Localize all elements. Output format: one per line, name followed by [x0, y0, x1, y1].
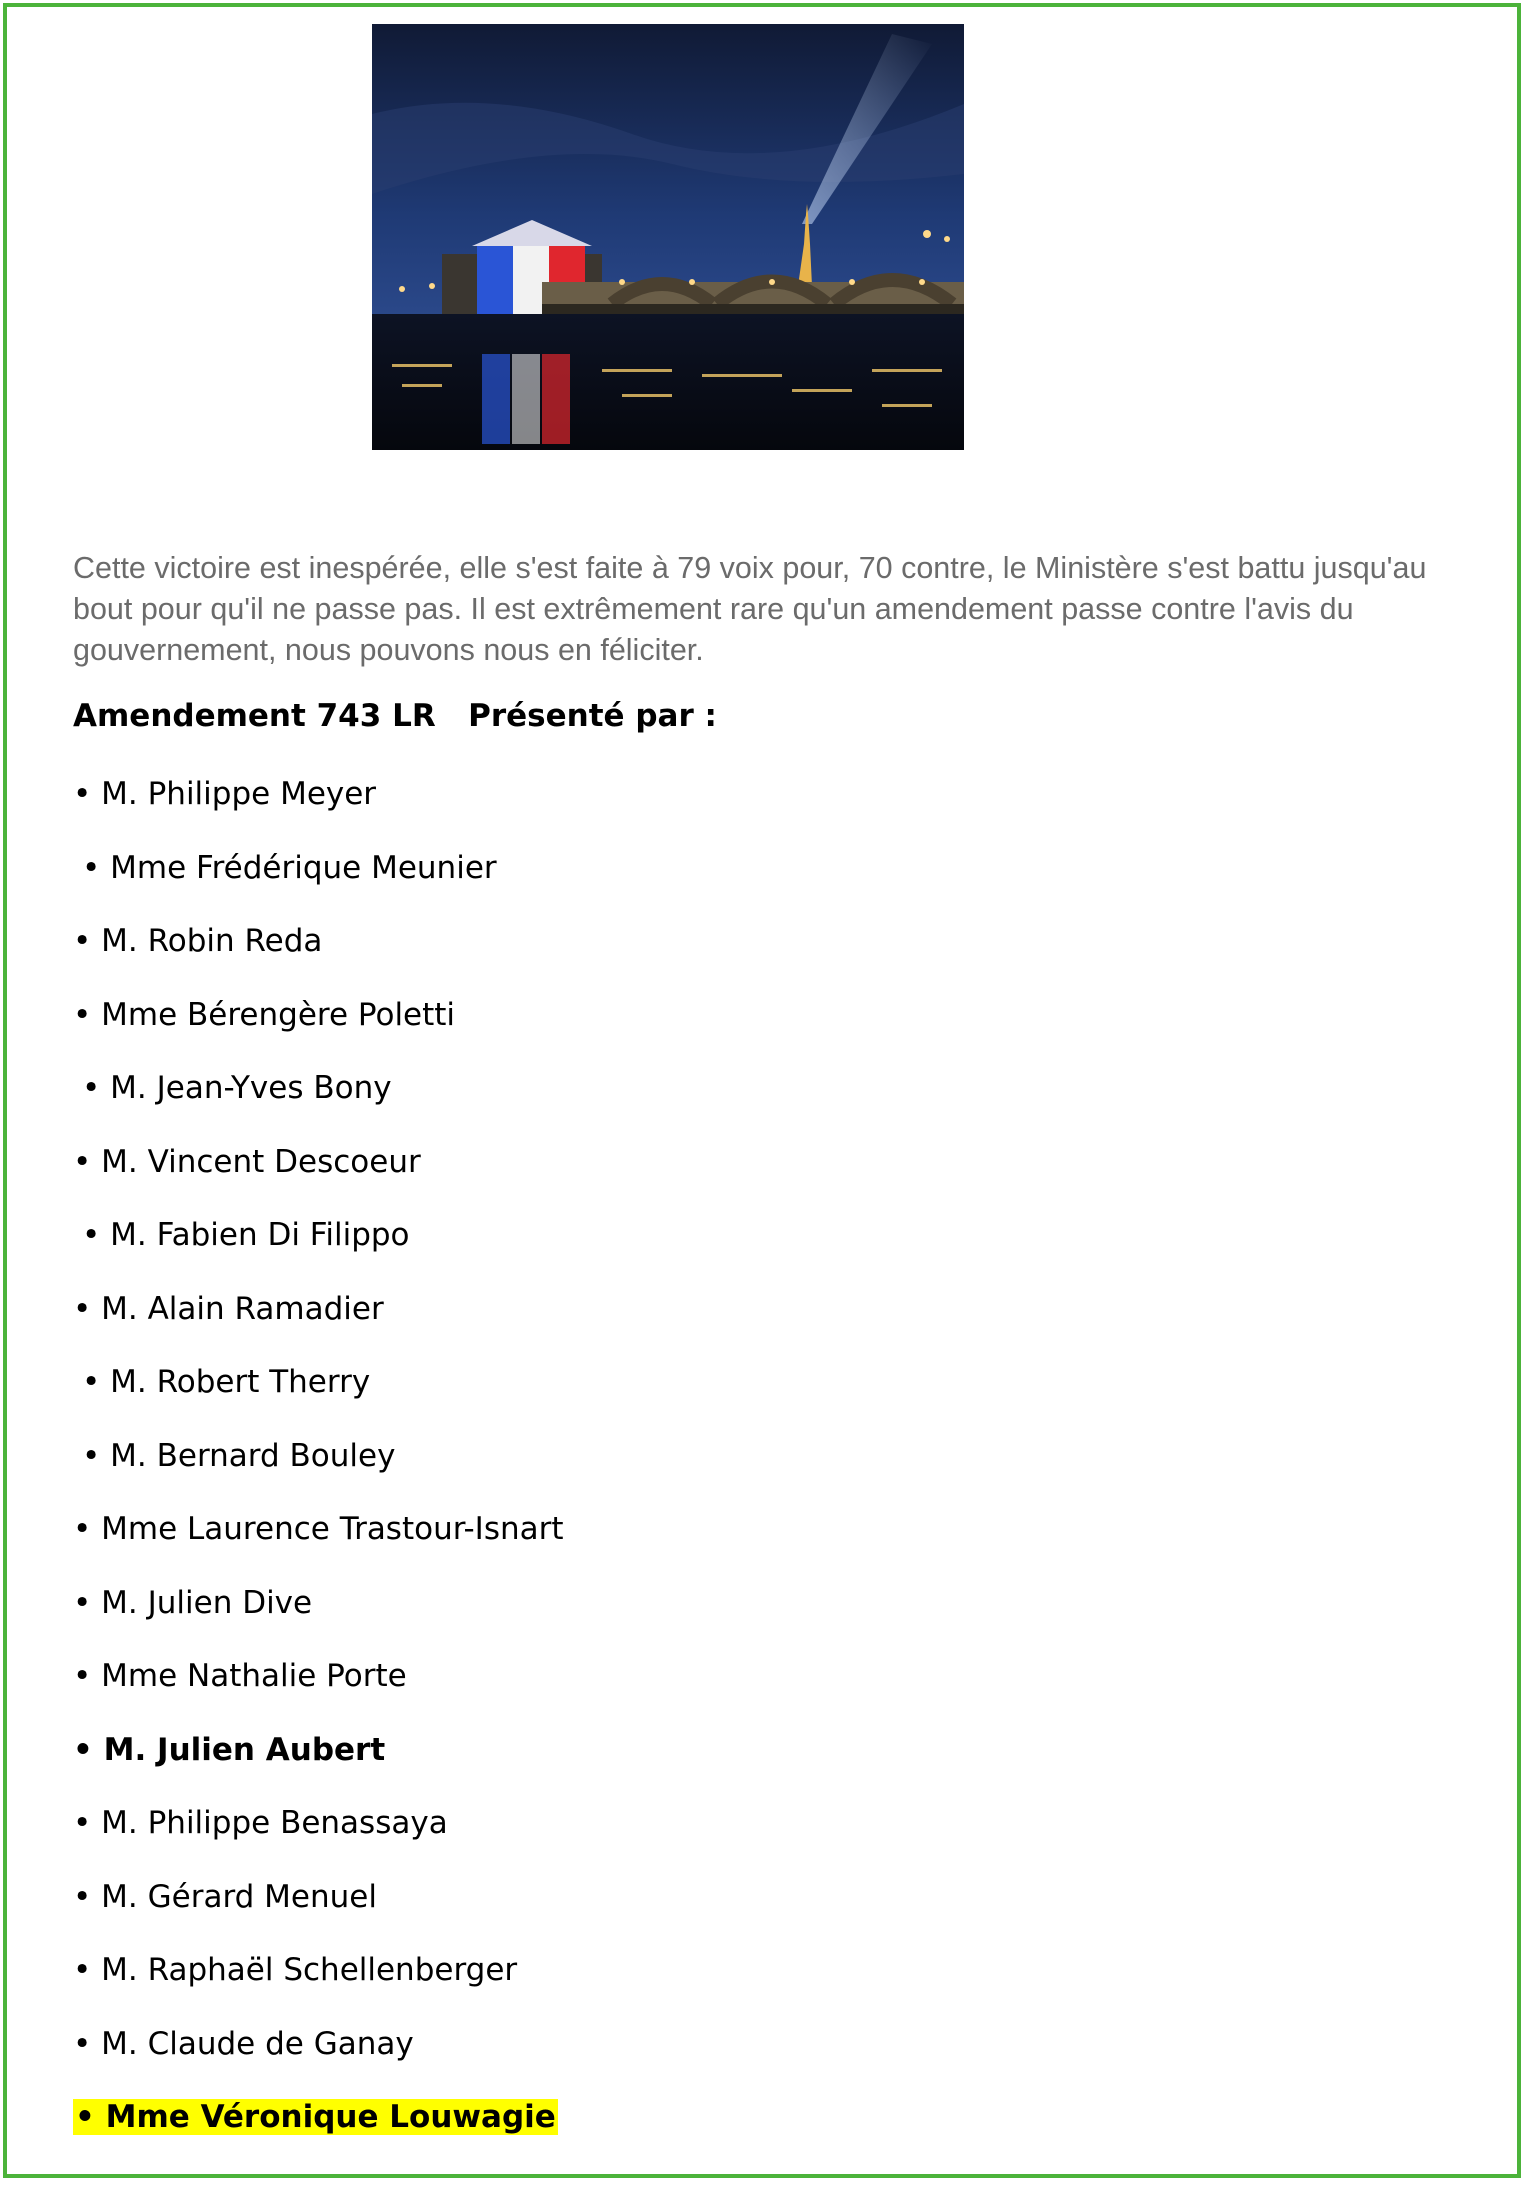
signatory-name: M. Jean-Yves Bony: [100, 1070, 392, 1106]
bullet-icon: •: [82, 1437, 101, 1474]
signatory-item: [73, 1944, 564, 2018]
bullet-icon: •: [73, 1731, 93, 1768]
signatory-item: [73, 842, 564, 916]
bullet-icon: •: [73, 1511, 92, 1547]
signatory-name: Mme Laurence Trastour-Isnart: [91, 1511, 564, 1547]
bullet-icon: •: [73, 1658, 92, 1694]
signatory-name: M. Vincent Descoeur: [91, 1143, 421, 1180]
signatory-item: [73, 1577, 564, 1651]
signatory-item: [73, 1724, 564, 1798]
signatory-item: [73, 768, 564, 842]
signatory-item: [73, 1871, 564, 1945]
signatory-item: [73, 1650, 564, 1724]
bullet-icon: •: [73, 2025, 92, 2062]
amendment-heading: Amendement 743 LR Présenté par :: [73, 698, 717, 734]
signatory-name: M. Julien Aubert: [92, 1731, 386, 1768]
signatory-item: [73, 1062, 564, 1136]
bullet-icon: •: [73, 923, 92, 959]
bullet-icon: •: [73, 1805, 92, 1841]
signatory-name: Mme Nathalie Porte: [91, 1658, 407, 1694]
signatory-name: M. Raphaël Schellenberger: [91, 1952, 518, 1988]
intro-paragraph: Cette victoire est inespérée, elle s'est faite à 79 voix pour, 70 contre, le Ministère s'est battu jusqu'au bout pour qu'il ne passe pas. Il est extrêmement rare qu'un amendement passe contre l'avis du gouvernement, nous pouvons nous en féliciter.: [73, 551, 1427, 667]
bullet-icon: •: [73, 996, 92, 1033]
signatory-item: [73, 1209, 564, 1283]
bullet-icon: •: [75, 2099, 95, 2135]
bullet-icon: •: [73, 1584, 92, 1621]
bullet-icon: •: [73, 1952, 92, 1988]
signatory-name: M. Bernard Bouley: [100, 1437, 396, 1474]
signatory-item: [73, 1356, 564, 1430]
bullet-icon: •: [73, 1878, 92, 1915]
signatory-name: M. Fabien Di Filippo: [100, 1217, 410, 1253]
bullet-icon: •: [82, 849, 101, 886]
bullet-icon: •: [73, 776, 92, 812]
signatory-name: M. Gérard Menuel: [91, 1878, 377, 1915]
signatory-name: M. Robert Therry: [100, 1364, 371, 1400]
signatory-item: [73, 2018, 564, 2092]
signatory-name: Mme Frédérique Meunier: [100, 849, 497, 886]
signatory-item: [73, 1797, 564, 1871]
bullet-icon: •: [82, 1364, 101, 1400]
assemblee-nationale-night-photo: [372, 24, 964, 450]
signatory-name: Mme Bérengère Poletti: [91, 996, 456, 1033]
signatory-item: [73, 2091, 564, 2165]
signatory-item: [73, 915, 564, 989]
bullet-icon: •: [73, 1143, 92, 1180]
signatory-name: M. Julien Dive: [91, 1584, 313, 1621]
signatory-name: M. Claude de Ganay: [91, 2025, 414, 2062]
signatory-name: M. Alain Ramadier: [91, 1290, 384, 1327]
signatory-item: [73, 1503, 564, 1577]
signatory-name: M. Robin Reda: [91, 923, 323, 959]
signatory-name: Mme Véronique Louwagie: [94, 2099, 556, 2135]
signatory-item: [73, 1430, 564, 1504]
signatories-list: [73, 768, 564, 2165]
signatory-name: M. Philippe Benassaya: [91, 1805, 448, 1841]
signatory-item: [73, 1283, 564, 1357]
bullet-icon: •: [73, 1290, 92, 1327]
bullet-icon: •: [82, 1070, 101, 1106]
signatory-name: M. Philippe Meyer: [91, 776, 377, 812]
signatory-item: [73, 1136, 564, 1210]
signatory-item: [73, 989, 564, 1063]
bullet-icon: •: [82, 1217, 101, 1253]
